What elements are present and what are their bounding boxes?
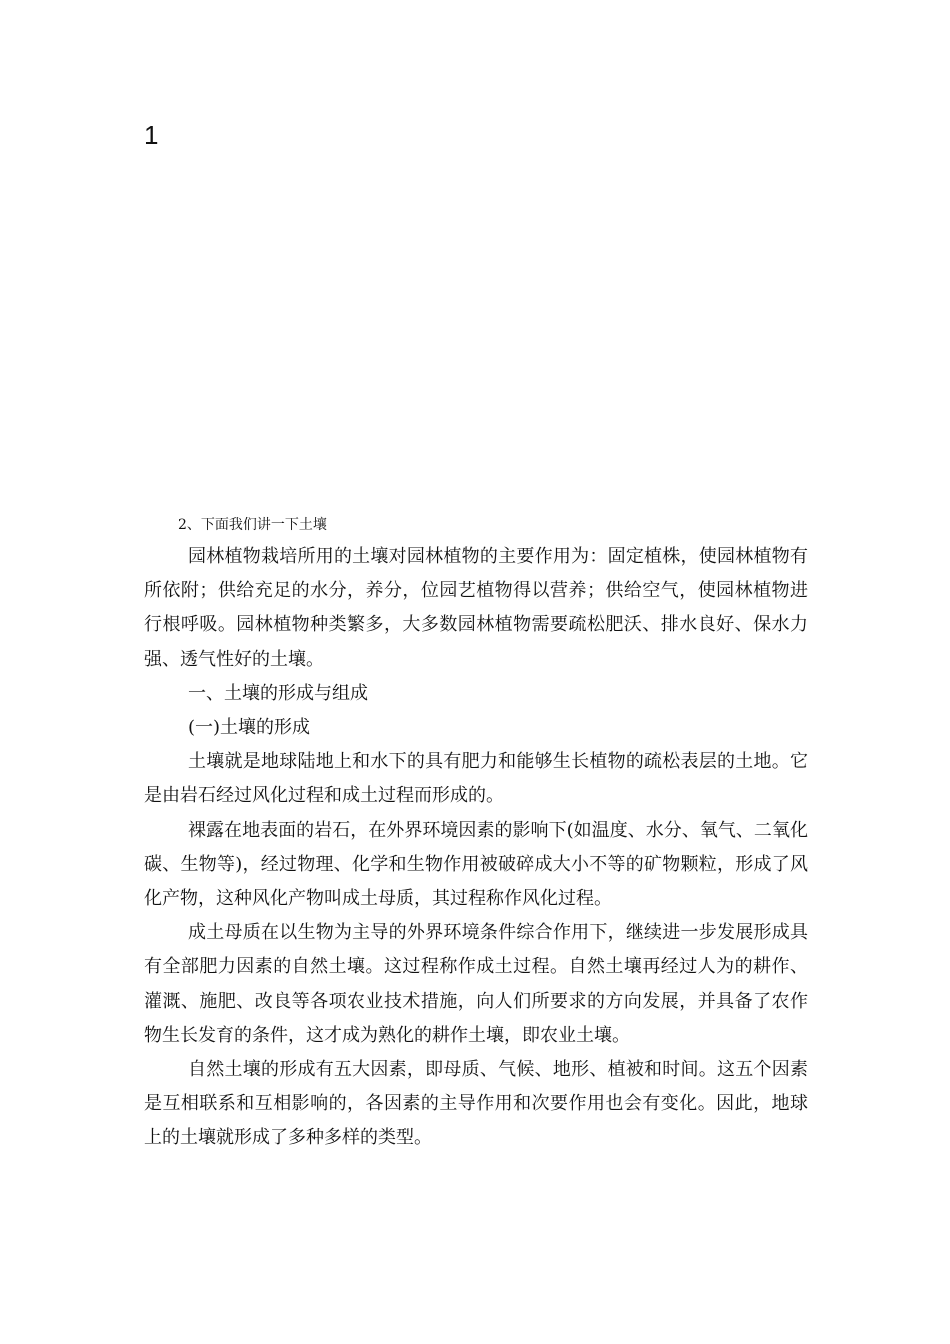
heading-soil-formation-composition: 一、土壤的形成与组成 <box>188 682 368 704</box>
paragraph-intro: 园林植物栽培所用的土壤对园林植物的主要作用为：固定植株，使园林植物有所依附；供给充足的水分，养分，位园艺植物得以营养；供给空气，使园林植物进行根呼吸。园林植物种类繁多，大多数园林植物需要疏松肥沃、排水良好、保水力强、透气性好的土壤。 <box>144 546 808 670</box>
paragraph-weathering: 裸露在地表面的岩石，在外界环境因素的影响下(如温度、水分、氧气、二氧化碳、生物等)，经过物理、化学和生物作用被破碎成大小不等的矿物颗粒，形成了风化产物，这种风化产物叫成土母质，其过程称作风化过程。 <box>144 819 808 910</box>
paragraph-soil-forming-process: 成土母质在以生物为主导的外界环境条件综合作用下，继续进一步发展形成具有全部肥力因素的自然土壤。这过程称作成土过程。自然土壤再经过人为的耕作、灌溉、施肥、改良等各项农业技术措施，向人们所要求的方向发展，并具备了农作物生长发育的条件，这才成为熟化的耕作土壤，即农业土壤。 <box>144 922 808 1046</box>
section-heading: 2、下面我们讲一下土壤 <box>178 517 327 533</box>
subheading-soil-formation: (一)土壤的形成 <box>188 717 311 739</box>
page-number: 1 <box>144 120 159 150</box>
paragraph-five-factors: 自然土壤的形成有五大因素，即母质、气候、地形、植被和时间。这五个因素是互相联系和互相影响的，各因素的主导作用和次要作用也会有变化。因此，地球上的土壤就形成了多种多样的类型。 <box>144 1059 808 1149</box>
document-body <box>144 510 808 1156</box>
paragraph-soil-definition: 土壤就是地球陆地上和水下的具有肥力和能够生长植物的疏松表层的土地。它是由岩石经过风化过程和成土过程而形成的。 <box>144 751 808 807</box>
